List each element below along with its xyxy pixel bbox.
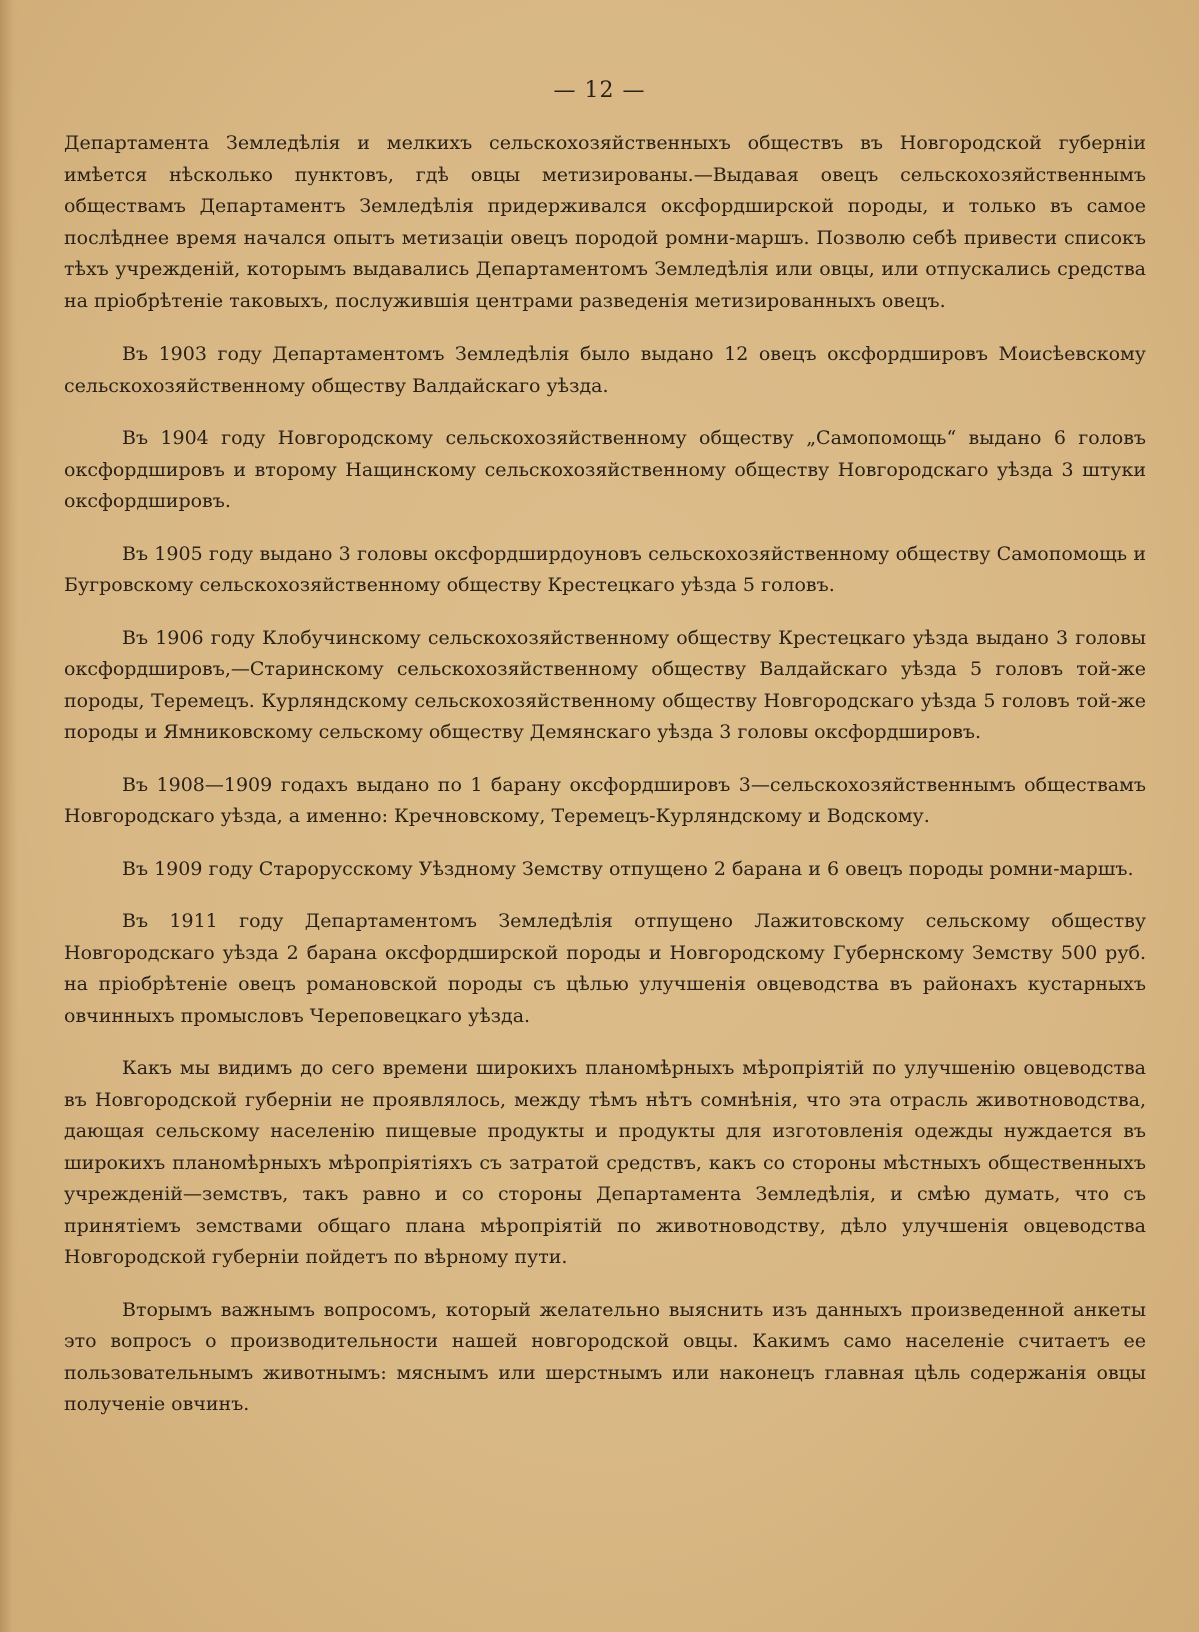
paragraph-1905: Въ 1905 году выдано 3 головы оксфордширдоуновъ сельскохозяйственному обществу Самопомощь и Бугровскому сельскохозяйственному обществу Крестецкаго уѣзда 5 головъ.	[64, 542, 1146, 596]
paragraph-1904: Въ 1904 году Новгородскому сельскохозяйственному обществу „Самопомощь“ выдано 6 головъ оксфордшировъ и второму Нащинскому сельскохозяйственному обществу Новгородскаго уѣзда 3 штуки оксфордшировъ.	[64, 427, 1146, 512]
paragraph-productivity: Вторымъ важнымъ вопросомъ, который желательно выяснить изъ данныхъ произведенной анкеты это вопросъ о производительности нашей новгородской овцы. Какимъ само населеніе считаетъ ее пользовательнымъ животнымъ: мяснымъ или шерстнымъ или наконецъ главная цѣль содержанія овцы полученіе овчинъ.	[64, 1298, 1146, 1415]
page-edge-shadow	[0, 0, 18, 1632]
paragraph-conclusion: Какъ мы видимъ до сего времени широкихъ планомѣрныхъ мѣропріятій по улучшенію овцеводства въ Новгородской губерніи не проявлялось, между тѣмъ нѣтъ сомнѣнія, что эта отрасль животноводства, дающая сельскому населенію пищевые продукты и продукты для изготовленія одежды нуждается въ широкихъ планомѣрныхъ мѣропріятіяхъ съ затратой средствъ, какъ со стороны мѣстныхъ общественныхъ учрежденій—земствъ, такъ равно и со стороны Департамента Земледѣлія, и смѣю думать, что съ принятіемъ земствами общаго плана мѣропріятій по животноводству, дѣло улучшенія овцеводства Новгородской губерніи пойдетъ по вѣрному пути.	[64, 1057, 1146, 1268]
paragraph-intro: Департамента Земледѣлія и мелкихъ сельскохозяйственныхъ обществъ въ Новгородской губерніи имѣется нѣсколько пунктовъ, гдѣ овцы метизированы.—Выдавая овецъ сельскохозяйственнымъ обществамъ Департаментъ Земледѣлія придерживался оксфордширской породы, и только въ самое послѣднее время начался опытъ метизаціи овецъ породой ромни-маршъ. Позволю себѣ привести списокъ тѣхъ учрежденій, которымъ выдавались Департаментомъ Земледѣлія или овцы, или отпускались средства на пріобрѣтеніе таковыхъ, послужившія центрами разведенія метизированныхъ овецъ.	[64, 132, 1146, 312]
paragraph-1908-1909: Въ 1908—1909 годахъ выдано по 1 барану оксфордшировъ 3—сельскохозяйственнымъ обществамъ Новгородскаго уѣзда, а именно: Кречновскому, Теремецъ-Курляндскому и Водскому.	[64, 773, 1146, 827]
paragraph-1903: Въ 1903 году Департаментомъ Земледѣлія было выдано 12 овецъ оксфордшировъ Моисѣевскому сельскохозяйственному обществу Валдайскаго уѣзда.	[64, 343, 1146, 397]
paragraph-1909: Въ 1909 году Старорусскому Уѣздному Земству отпущено 2 барана и 6 овецъ породы ромни-маршъ.	[122, 857, 1134, 880]
document-body	[64, 128, 1146, 1442]
page-number: — 12 —	[553, 78, 646, 103]
paragraph-1906: Въ 1906 году Клобучинскому сельскохозяйственному обществу Крестецкаго уѣзда выдано 3 головы оксфордшировъ,—Старинскому сельскохозяйственному обществу Валдайскаго уѣзда 5 головъ той-же породы, Теремецъ. Курляндскому сельскохозяйственному обществу Новгородскаго уѣзда 5 головъ той-же породы и Ямниковскому сельскому обществу Демянскаго уѣзда 3 головы оксфордшировъ.	[64, 626, 1146, 743]
paragraph-1911: Въ 1911 году Департаментомъ Земледѣлія отпущено Лажитовскому сельскому обществу Новгородскаго уѣзда 2 барана оксфордширской породы и Новгородскому Губернскому Земству 500 руб. на пріобрѣтеніе овецъ романовской породы съ цѣлью улучшенія овцеводства въ районахъ кустарныхъ овчинныхъ промысловъ Череповецкаго уѣзда.	[64, 910, 1146, 1027]
